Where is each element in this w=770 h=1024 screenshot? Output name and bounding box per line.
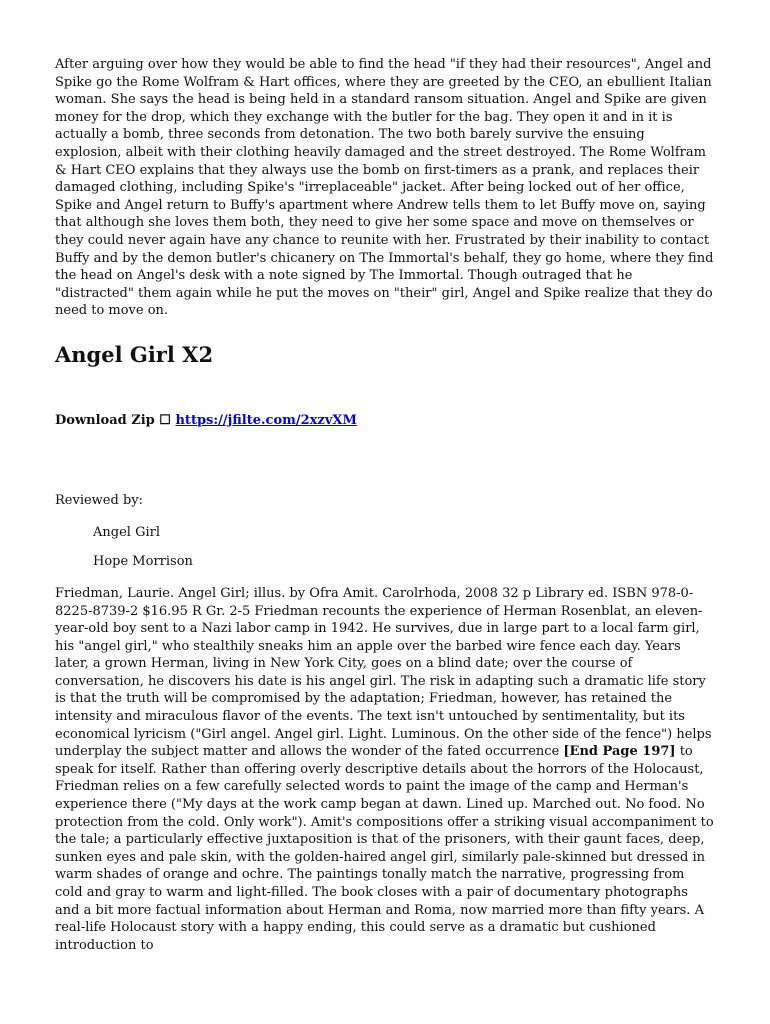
review-text-part1: Friedman, Laurie. Angel Girl; illus. by Ofra Amit. Carolrhoda, 2008 32 p Library ed. ISBN 978-0-8225-8739-2 $16.95 R Gr. 2-5 Friedman recounts the experience of Herman Rosenblat, an eleven-year-old boy sent to a Nazi labor camp in 1942. He survives, due in large part to a local farm girl, his "angel girl," who stealthily sneaks him an apple over the barbed wire fence each day. Years later, a grown Herman, living in New York City, goes on a blind date; over the course of conversation, he discovers his date is his angel girl. The risk in adapting such a dramatic life story is that the truth will be compromised by the adaptation; Friedman, however, has retained the intensity and miraculous flavor of the events. The text isn't untouched by sentimentality, but its economical lyricism ("Girl angel. Angel girl. Light. Luminous. On the other side of the fence") helps underplay the subject matter and allows the wonder of the fated occurrence [55, 585, 712, 760]
intro-paragraph: After arguing over how they would be able to find the head "if they had their resources", Angel and Spike go the Rome Wolfram & Hart offices, where they are greeted by the CEO, an ebullient Italian woman. She says the head is being held in a standard ransom situation. Angel and Spike are given money for the drop, which they exchange with the butler for the bag. They open it and in it is actually a bomb, three seconds from detonation. The two both barely survive the ensuing explosion, albeit with their clothing heavily damaged and the street destroyed. The Rome Wolfram & Hart CEO explains that they always use the bomb on first-timers as a prank, and replaces their damaged clothing, including Spike's "irreplaceable" jacket. After being locked out of her office, Spike and Angel return to Buffy's apartment where Andrew tells them to let Buffy move on, saying that although she loves them both, they need to give her some space and move on themselves or they could never again have any chance to reunite with her. Frustrated by their inability to contact Buffy and by the demon butler's chicanery on The Immortal's behalf, they go home, where they find the head on Angel's desk with a note signed by The Immortal. Though outraged that he "distracted" them again while he put the moves on "their" girl, Angel and Spike realize that they do need to move on. [55, 57, 714, 319]
download-line [55, 412, 715, 430]
download-glyph-icon: ☐ [159, 412, 171, 428]
reviewer-list [93, 524, 715, 571]
download-link[interactable]: https://jfilte.com/2xzvXM [175, 412, 357, 428]
review-paragraph [55, 585, 715, 954]
reviewer-item: Hope Morrison [93, 553, 193, 569]
page-title: Angel Girl X2 [55, 341, 214, 367]
download-label: Download Zip [55, 412, 155, 428]
review-text-part2: to speak for itself. Rather than offering overly descriptive details about the horrors of the Holocaust, Friedman relies on a few carefully selected words to paint the image of the camp and Herman's experience there ("My days at the work camp began at dawn. Lined up. Marched out. No food. No protection from the cold. Only work"). Amit's compositions offer a striking visual accompaniment to the tale; a particularly effective juxtaposition is that of the prisoners, with their gaunt faces, deep, sunken eyes and pale skin, with the golden-haired angel girl, similarly pale-skinned but dressed in warm shades of orange and ochre. The paintings tonally match the narrative, progressing from cold and gray to warm and light-filled. The book closes with a pair of documentary photographs and a bit more factual information about Herman and Roma, now married more than fifty years. A real-life Holocaust story with a happy ending, this could serve as a dramatic but cushioned introduction to [55, 744, 714, 953]
reviewer-item: Angel Girl [93, 524, 160, 540]
page-marker: [End Page 197] [563, 744, 676, 760]
reviewed-by-label: Reviewed by: [55, 492, 143, 508]
document-page [55, 56, 715, 954]
